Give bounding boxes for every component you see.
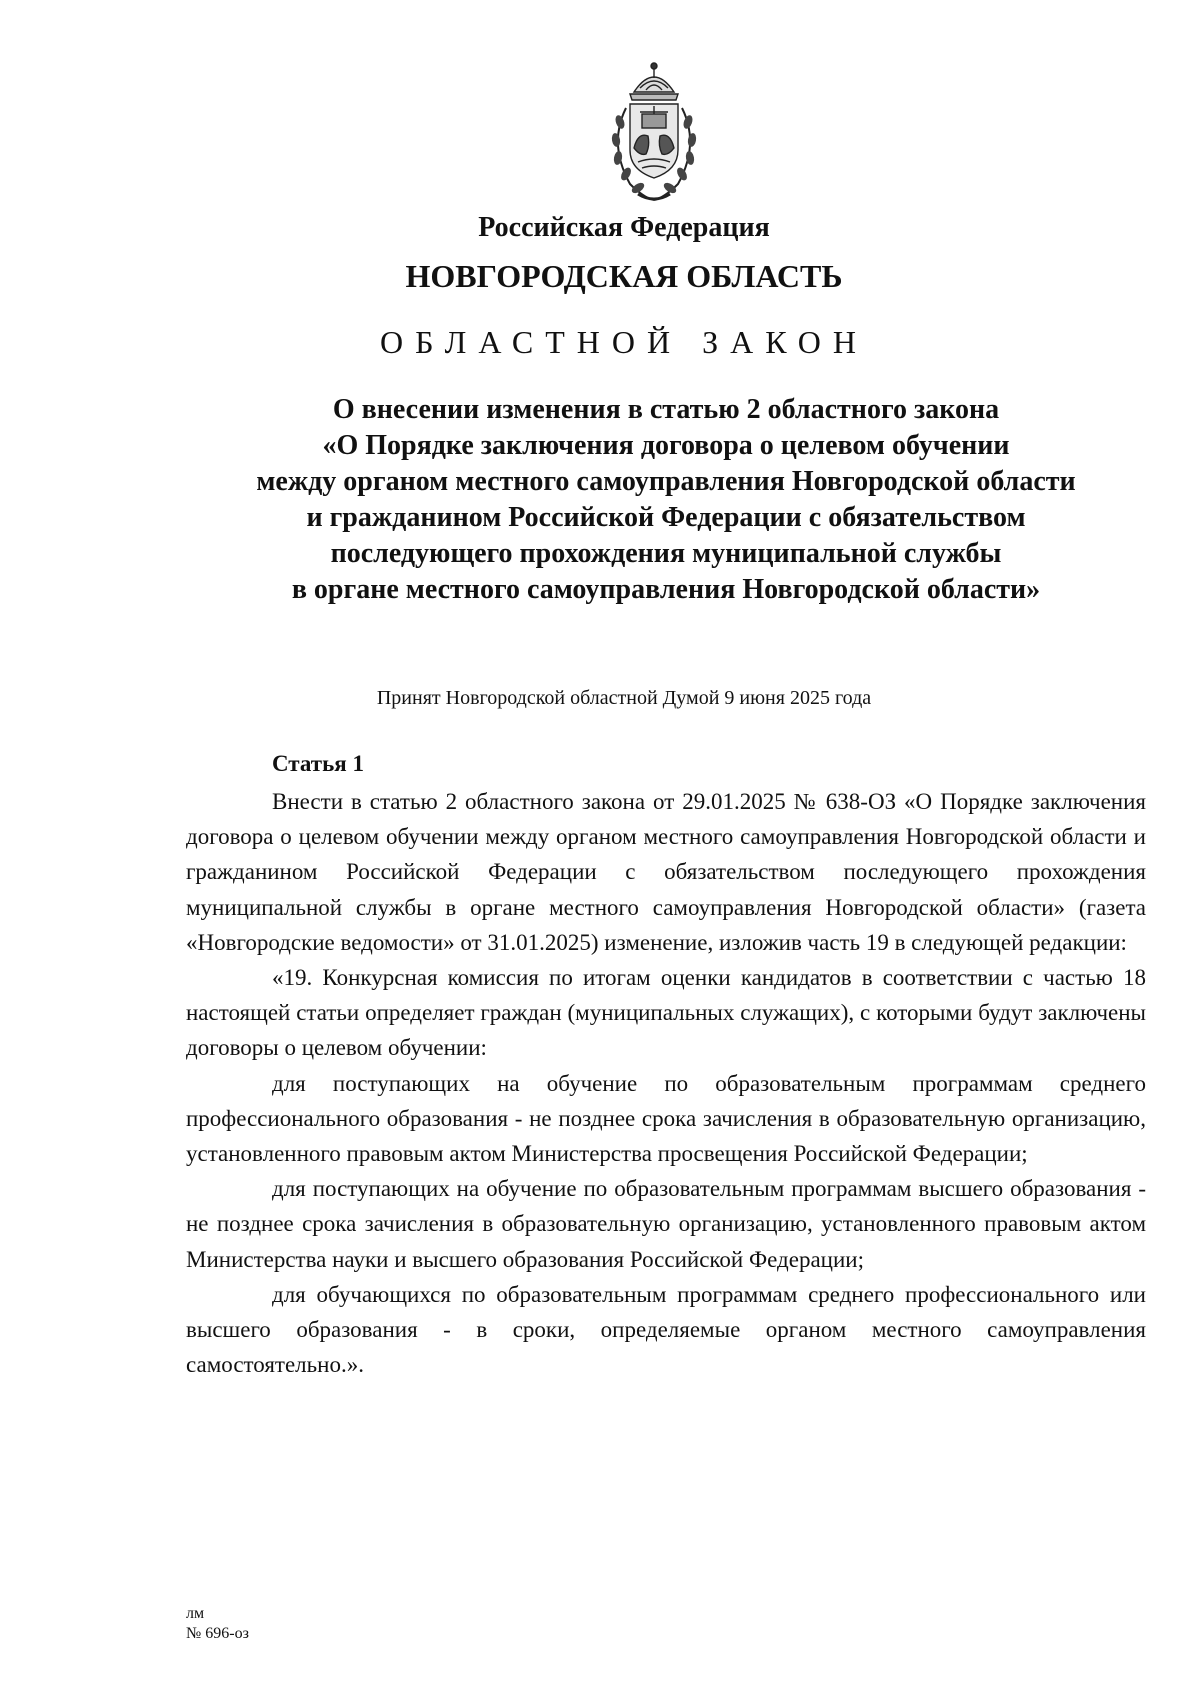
law-title-line: О внесении изменения в статью 2 областного закона (332, 394, 1000, 425)
adoption-note: Принят Новгородской областной Думой 9 июня 2025 года (376, 687, 872, 709)
law-title-line: в органе местного самоуправления Новгородской области» (291, 574, 1041, 605)
country-name: Российская Федерация (478, 212, 770, 243)
article-heading: Статья 1 (272, 751, 364, 776)
law-title-line: и гражданином Российской Федерации с обязательством (306, 502, 1026, 533)
law-title (186, 392, 1146, 608)
article-paragraph: «19. Конкурсная комиссия по итогам оценки кандидатов в соответствии с частью 18 настоящей статьи определяет граждан (муниципальных служащих), с которыми будут заключены договоры о целевом обучении: (186, 965, 1146, 1061)
document-type: ОБЛАСТНОЙ ЗАКОН (379, 324, 869, 360)
law-title-line: последующего прохождения муниципальной службы (330, 538, 1002, 569)
article-paragraph: для обучающихся по образовательным программам среднего профессионального или высшего образования - в сроки, определяемые органом местного самоуправления самостоятельно.». (186, 1281, 1146, 1378)
footer-initials: лм (186, 1605, 205, 1622)
article-body (186, 784, 1146, 1382)
law-title-line: между органом местного самоуправления Новгородской области (256, 466, 1076, 497)
article-paragraph: Внести в статью 2 областного закона от 29.01.2025 № 638-ОЗ «О Порядке заключения договора о целевом обучении между органом местного самоуправления Новгородской области и гражданином Российской Федерации с обязательством последующего прохождения муниципальной службы в органе местного самоуправления Новгородской области» (газета «Новгородские ведомости» от 31.01.2025) изменение, изложив часть 19 в следующей редакции: (186, 789, 1146, 955)
novgorod-coat-of-arms-icon (590, 58, 718, 206)
article-paragraph: для поступающих на обучение по образовательным программам среднего профессионального образования - не позднее срока зачисления в образовательную организацию, установленного правовым актом Министерства просвещения Российской Федерации; (186, 1070, 1146, 1167)
law-title-line: «О Порядке заключения договора о целевом обучении (322, 430, 1010, 461)
article-paragraph: для поступающих на обучение по образовательным программам высшего образования - не позднее срока зачисления в образовательную организацию, установленного правовым актом Министерства науки и высшего образования Российской Федерации; (186, 1176, 1146, 1272)
region-name: НОВГОРОДСКАЯ ОБЛАСТЬ (405, 258, 843, 294)
footer-document-number: № 696-оз (186, 1625, 249, 1642)
